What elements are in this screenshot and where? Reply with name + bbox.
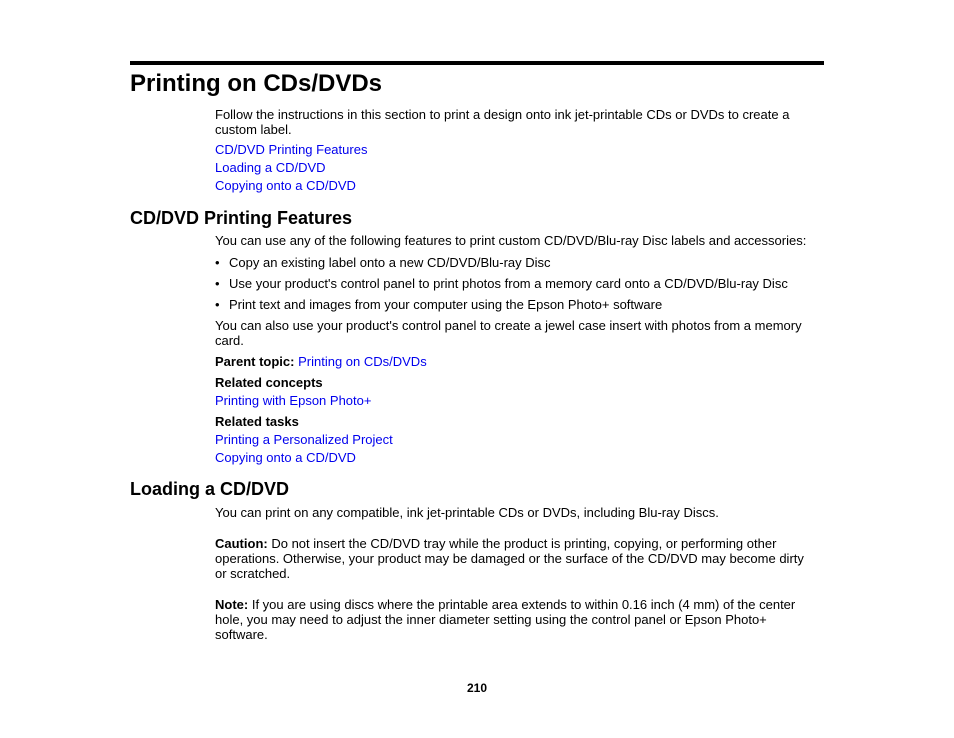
parent-topic-label: Parent topic:	[215, 354, 295, 369]
list-item-text: Print text and images from your computer using the Epson Photo+ software	[229, 297, 663, 312]
link-copying-cd[interactable]: Copying onto a CD/DVD	[215, 178, 356, 193]
list-item	[215, 255, 551, 270]
list-item	[215, 276, 788, 291]
page-title: Printing on CDs/DVDs	[130, 70, 383, 97]
bullet-icon: •	[215, 255, 220, 270]
list-item	[215, 297, 662, 312]
caution-paragraph	[215, 536, 815, 581]
link-printing-features[interactable]: CD/DVD Printing Features	[215, 142, 368, 157]
note-label: Note:	[215, 597, 249, 612]
list-item-text: Copy an existing label onto a new CD/DVD/Blu-ray Disc	[229, 255, 551, 270]
list-item-text: Use your product's control panel to print photos from a memory card onto a CD/DVD/Blu-ray Disc	[229, 276, 788, 291]
link-copying-onto-cd[interactable]: Copying onto a CD/DVD	[215, 450, 356, 465]
page-number: 210	[466, 681, 488, 695]
link-printing-personalized-project[interactable]: Printing a Personalized Project	[215, 432, 393, 447]
intro-paragraph: Follow the instructions in this section to print a design onto ink jet-printable CDs or DVDs to create a custom label.	[215, 107, 790, 137]
link-printing-with-epson-photo[interactable]: Printing with Epson Photo+	[215, 393, 372, 408]
features-intro: You can use any of the following features to print custom CD/DVD/Blu-ray Disc labels and accessories:	[215, 233, 807, 248]
related-concepts-label: Related concepts	[215, 375, 323, 390]
section-heading-loading: Loading a CD/DVD	[130, 479, 290, 499]
features-also-paragraph: You can also use your product's control panel to create a jewel case insert with photos from a memory card.	[215, 318, 802, 348]
parent-topic	[215, 354, 815, 369]
section-heading-features: CD/DVD Printing Features	[130, 208, 353, 228]
parent-topic-link[interactable]: Printing on CDs/DVDs	[298, 354, 427, 369]
caution-label: Caution:	[215, 536, 268, 551]
title-rule	[130, 61, 824, 65]
link-loading-cd[interactable]: Loading a CD/DVD	[215, 160, 326, 175]
note-text: If you are using discs where the printable area extends to within 0.16 inch (4 mm) of the center hole, you may need to adjust the inner diameter setting using the control panel or Epson Photo+ software.	[215, 597, 796, 642]
bullet-icon: •	[215, 297, 220, 312]
related-tasks-label: Related tasks	[215, 414, 299, 429]
note-paragraph	[215, 597, 815, 642]
loading-intro: You can print on any compatible, ink jet-printable CDs or DVDs, including Blu-ray Discs.	[215, 505, 719, 520]
caution-text: Do not insert the CD/DVD tray while the product is printing, copying, or performing other operations. Otherwise, your product may be damaged or the surface of the CD/DVD may become dirty or scratched.	[215, 536, 804, 581]
bullet-icon: •	[215, 276, 220, 291]
